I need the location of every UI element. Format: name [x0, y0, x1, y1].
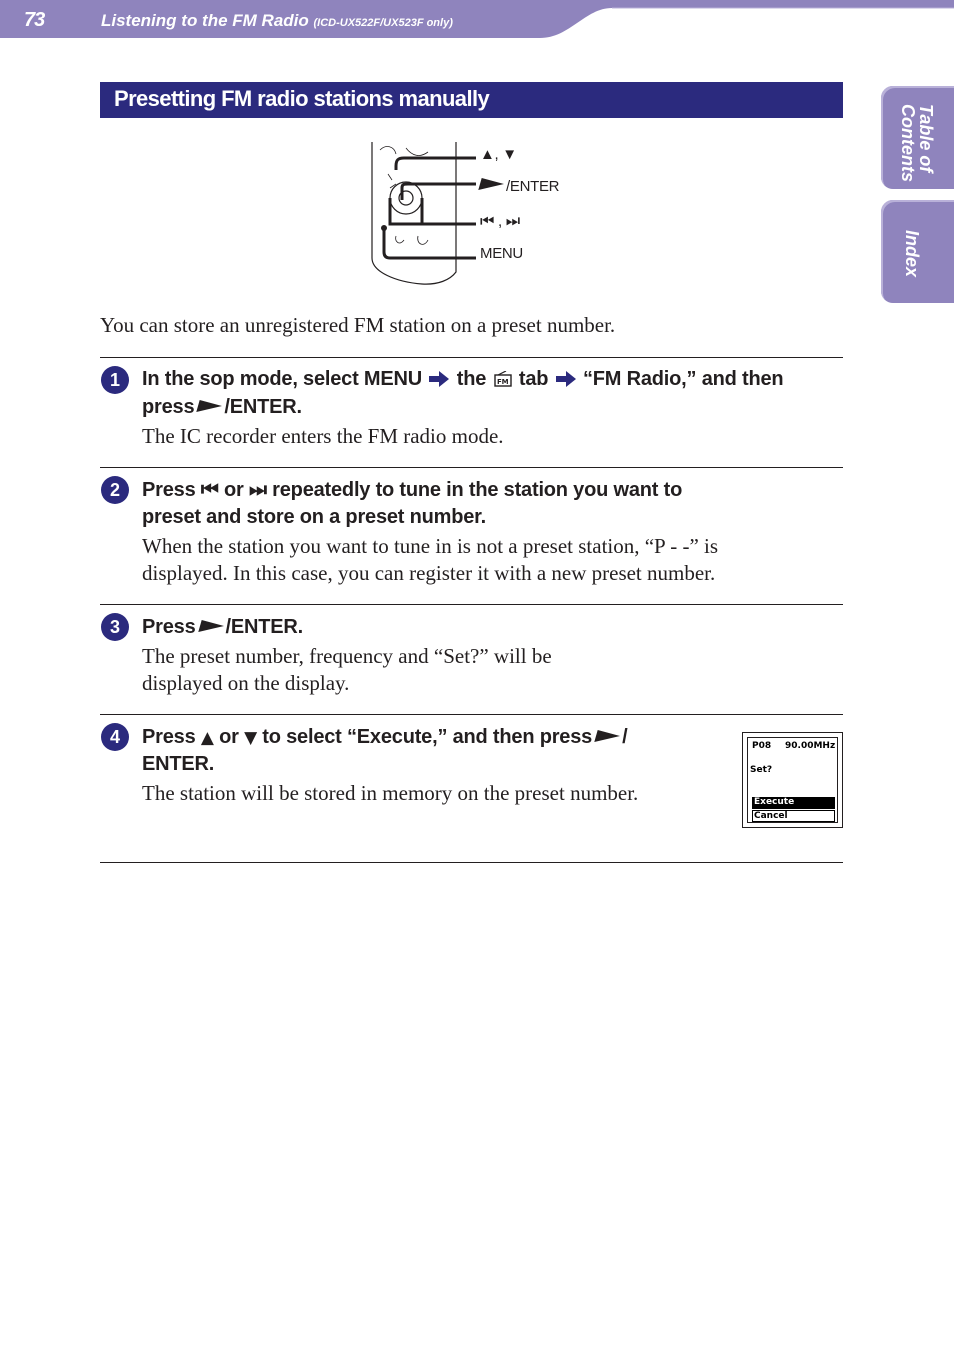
step-4-heading-part: Press [142, 726, 196, 748]
label-enter [480, 176, 559, 195]
arrow-right-icon [556, 371, 576, 387]
chapter-title-text: Listening to the FM Radio [101, 11, 309, 30]
label-skip [480, 211, 520, 231]
step-1-heading [142, 365, 783, 393]
lcd-option-cancel: Cancel [754, 811, 788, 821]
play-icon [478, 178, 505, 190]
label-up-down: ▲, ▼ [480, 146, 517, 163]
step-4-heading-part: / [622, 726, 628, 748]
section-banner [100, 82, 843, 118]
tab-table-of-contents[interactable] [881, 86, 954, 189]
page-number: 73 [24, 9, 45, 31]
step-3-body-line2: displayed on the display. [142, 671, 350, 695]
device-illustration [366, 140, 596, 288]
lcd-preset: P08 [752, 741, 772, 751]
step-4-heading-part: or [219, 726, 239, 748]
step-number-4: 4 [101, 723, 129, 751]
label-menu: MENU [480, 245, 523, 262]
lcd-frequency: 90.00MHz [785, 741, 836, 751]
step-2-heading-part: or [224, 479, 244, 501]
step-2-body-line1: When the station you want to tune in is not a preset station, “P - -” is [142, 534, 719, 558]
model-note: (ICD-UX522F/UX523F only) [313, 17, 453, 29]
step-number-3: 3 [101, 613, 129, 641]
divider [100, 604, 843, 605]
step-3-heading-part: /ENTER. [225, 616, 303, 638]
next-track-icon: ⏭ [249, 477, 267, 501]
step-1-heading-part: In the sop mode, select MENU [142, 368, 423, 390]
step-2-heading [142, 475, 682, 504]
step-4-heading-line2: ENTER. [142, 753, 215, 775]
step-2-heading-part: repeatedly to tune in the station you want to [272, 479, 683, 501]
divider [100, 467, 843, 468]
divider [100, 714, 843, 715]
lcd-screen [747, 737, 838, 823]
previous-track-icon: ⏮ [200, 477, 219, 501]
step-1-body: The IC recorder enters the FM radio mode. [142, 424, 504, 448]
step-1-heading-part: /ENTER. [224, 396, 302, 418]
step-number-2: 2 [101, 476, 129, 504]
step-2-heading-line2: preset and store on a preset number. [142, 506, 487, 528]
svg-text:FM: FM [496, 378, 508, 386]
chapter-title [101, 11, 453, 31]
intro-text: You can store an unregistered FM station on a preset number. [100, 313, 616, 337]
step-number-1: 1 [101, 366, 129, 394]
lcd-prompt: Set? [750, 765, 773, 775]
section-title: Presetting FM radio stations manually [114, 86, 490, 111]
step-1-heading-part: tab [518, 368, 549, 390]
fm-tab-icon [494, 371, 512, 387]
step-2-heading-part: Press [142, 479, 196, 501]
play-icon [197, 400, 224, 412]
arrow-right-icon [429, 371, 449, 387]
step-4-body: The station will be stored in memory on the preset number. [142, 781, 639, 805]
play-icon [594, 730, 621, 742]
divider [100, 862, 843, 863]
step-1-heading-part: press [142, 396, 195, 418]
step-3-body-line1: The preset number, frequency and “Set?” will be [142, 644, 552, 668]
tab-index-label: Index [902, 230, 922, 278]
down-arrow-icon: ▼ [244, 728, 257, 748]
up-arrow-icon: ▲ [200, 728, 214, 748]
step-4-heading-part: to select “Execute,” and then press [262, 726, 593, 748]
tab-toc-label: Table of Contents [898, 104, 936, 182]
tab-index[interactable] [881, 200, 954, 303]
divider [100, 357, 843, 358]
lcd-option-execute: Execute [754, 797, 795, 807]
step-1-heading-part: the [456, 368, 487, 390]
label-enter-text: /ENTER [506, 178, 560, 195]
step-1-heading-line2 [142, 393, 302, 421]
page-header [0, 0, 954, 40]
step-3-heading [142, 613, 303, 641]
next-track-icon: ⏭ [505, 211, 520, 230]
step-1-heading-part: “FM Radio,” and then [582, 368, 784, 390]
label-skip-separator: , [497, 213, 502, 230]
step-2-body-line2: displayed. In this case, you can register it with a new preset number. [142, 561, 716, 585]
step-4-heading [142, 723, 627, 752]
lcd-display [742, 732, 843, 828]
previous-track-icon: ⏮ [480, 211, 495, 230]
play-icon [198, 620, 225, 632]
step-3-heading-part: Press [142, 616, 196, 638]
